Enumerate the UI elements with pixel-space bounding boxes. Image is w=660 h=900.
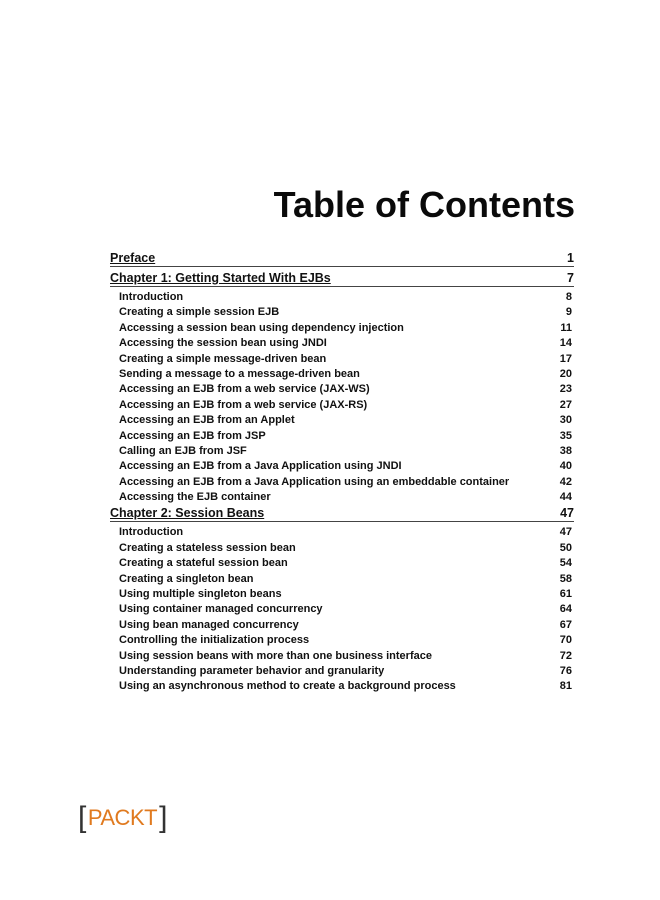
entry-page-number: 14 <box>559 337 572 350</box>
entry-title[interactable]: Creating a singleton bean <box>119 572 254 585</box>
toc-entry-row[interactable] <box>110 572 574 587</box>
entry-title[interactable]: Introduction <box>119 526 184 539</box>
entry-page-number: 76 <box>559 664 572 677</box>
entry-title[interactable]: Creating a simple session EJB <box>119 306 280 319</box>
logo-text: PACKT <box>87 805 158 830</box>
toc-entry-row[interactable] <box>110 602 574 617</box>
toc-entry-row[interactable] <box>110 649 574 664</box>
entry-page-number: 38 <box>559 444 572 457</box>
toc-entry-row[interactable] <box>110 633 574 648</box>
entry-page-number: 42 <box>559 475 572 488</box>
toc-entry-row[interactable] <box>110 321 574 336</box>
logo-right-bracket: ] <box>159 801 167 834</box>
toc-entry-row[interactable] <box>110 352 574 367</box>
toc-entry-row[interactable] <box>110 367 574 382</box>
toc-entry-row[interactable] <box>110 587 574 602</box>
entry-title[interactable]: Controlling the initialization process <box>119 634 310 647</box>
entry-page-number: 81 <box>559 680 572 693</box>
entry-page-number: 64 <box>559 603 572 616</box>
entry-page-number: 30 <box>559 414 572 427</box>
toc-entry-row[interactable] <box>110 305 574 320</box>
toc-chapter-row[interactable] <box>110 505 574 522</box>
entry-page-number: 67 <box>559 618 572 631</box>
entry-title[interactable]: Accessing an EJB from a web service (JAX-RS) <box>119 398 368 411</box>
toc-entry-row[interactable] <box>110 556 574 571</box>
entry-title[interactable]: Using an asynchronous method to create a background process <box>119 680 456 693</box>
toc-entry-row[interactable] <box>110 382 574 397</box>
entry-title[interactable]: Creating a simple message-driven bean <box>119 352 327 365</box>
entry-page-number: 61 <box>559 588 572 601</box>
toc-entry-row[interactable] <box>110 336 574 351</box>
toc-entry-row[interactable] <box>110 429 574 444</box>
entry-page-number: 47 <box>559 526 572 539</box>
entry-page-number: 11 <box>560 321 572 334</box>
toc-entry-row[interactable] <box>110 618 574 633</box>
chapter-title[interactable]: Chapter 2: Session Beans <box>110 506 265 521</box>
toc-entry-row[interactable] <box>110 459 574 474</box>
entry-title[interactable]: Accessing a session bean using dependency injection <box>119 321 404 334</box>
toc-entry-row[interactable] <box>110 490 574 505</box>
chapter-page-number: 47 <box>560 506 574 521</box>
entry-title[interactable]: Creating a stateful session bean <box>119 557 288 570</box>
entry-page-number: 72 <box>559 649 572 662</box>
entry-page-number: 70 <box>559 634 572 647</box>
publisher-logo <box>78 802 167 834</box>
entry-title[interactable]: Using bean managed concurrency <box>119 618 299 631</box>
entry-page-number: 50 <box>559 541 572 554</box>
toc-entry-row[interactable] <box>110 679 574 694</box>
toc-preface-row[interactable] <box>110 250 574 267</box>
entry-page-number: 27 <box>559 398 572 411</box>
entry-page-number: 40 <box>559 460 572 473</box>
entry-page-number: 23 <box>559 383 572 396</box>
entry-title[interactable]: Accessing the EJB container <box>119 491 271 504</box>
logo-left-bracket: [ <box>78 801 86 834</box>
entry-title[interactable]: Using session beans with more than one business interface <box>119 649 432 662</box>
preface-label[interactable]: Preface <box>110 251 156 265</box>
toc-entry-row[interactable] <box>110 525 574 540</box>
entry-page-number: 17 <box>559 352 572 365</box>
entry-page-number: 58 <box>559 572 572 585</box>
toc-entry-row[interactable] <box>110 541 574 556</box>
entry-page-number: 54 <box>559 557 572 570</box>
entry-title[interactable]: Calling an EJB from JSF <box>119 444 247 457</box>
entry-title[interactable]: Using multiple singleton beans <box>119 588 282 601</box>
preface-page-number: 1 <box>567 251 574 265</box>
entry-title[interactable]: Accessing an EJB from a Java Application using an embeddable container <box>119 475 510 488</box>
entry-title[interactable]: Understanding parameter behavior and granularity <box>119 664 385 677</box>
entry-title[interactable]: Accessing an EJB from a Java Application using JNDI <box>119 460 402 473</box>
chapter-list <box>110 270 574 695</box>
toc-entry-row[interactable] <box>110 664 574 679</box>
chapter-page-number: 7 <box>567 271 574 285</box>
toc-entry-row[interactable] <box>110 444 574 459</box>
table-of-contents <box>110 250 574 695</box>
chapter-title[interactable]: Chapter 1: Getting Started With EJBs <box>110 271 331 285</box>
toc-entry-row[interactable] <box>110 398 574 413</box>
entry-page-number: 20 <box>559 367 572 380</box>
entry-title[interactable]: Introduction <box>119 291 184 303</box>
entry-title[interactable]: Accessing an EJB from an Applet <box>119 414 295 427</box>
entry-page-number: 9 <box>565 306 572 319</box>
entry-title[interactable]: Using container managed concurrency <box>119 603 323 616</box>
entry-title[interactable]: Accessing an EJB from JSP <box>119 429 266 442</box>
toc-chapter-row[interactable] <box>110 270 574 287</box>
toc-entry-row[interactable] <box>110 475 574 490</box>
entry-page-number: 8 <box>565 291 572 303</box>
entry-title[interactable]: Sending a message to a message-driven bean <box>119 367 360 380</box>
toc-entry-row[interactable] <box>110 413 574 428</box>
entry-title[interactable]: Creating a stateless session bean <box>119 541 296 554</box>
toc-entry-row[interactable] <box>110 290 574 305</box>
page-title: Table of Contents <box>273 184 575 225</box>
entry-title[interactable]: Accessing an EJB from a web service (JAX-WS) <box>119 383 370 396</box>
entry-page-number: 35 <box>559 429 572 442</box>
entry-title[interactable]: Accessing the session bean using JNDI <box>119 337 327 350</box>
entry-page-number: 44 <box>559 491 572 504</box>
